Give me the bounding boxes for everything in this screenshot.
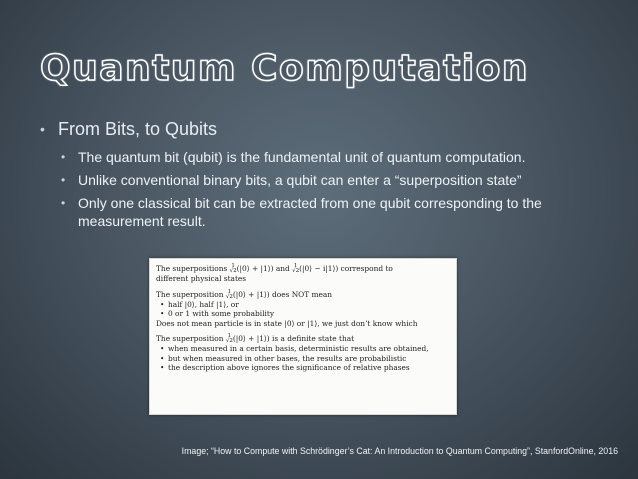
frac-num: 1 xyxy=(293,263,298,269)
bullet-dot-icon: • xyxy=(61,173,66,187)
figure-list-item: • but when measured in other bases, the results are probabilistic xyxy=(156,354,450,364)
figure-paragraph xyxy=(156,290,450,300)
frac-num: 1 xyxy=(227,333,232,339)
figure-text: Does not mean particle is in state |0⟩ or |1⟩, we just don’t know which xyxy=(156,318,418,328)
frac-num: 1 xyxy=(231,263,235,269)
slide-title: Quantum Computation xyxy=(40,48,530,89)
sub-bullet-text: Only one classical bit can be extracted from one qubit corresponding to the measurement result. xyxy=(78,195,542,229)
fraction xyxy=(230,264,237,274)
main-bullet xyxy=(40,118,600,140)
sub-bullet-text: Unlike conventional binary bits, a qubit can enter a “superposition state” xyxy=(78,172,522,188)
figure-text: (|0⟩ + |1⟩) and xyxy=(236,264,290,273)
image-caption: Image; “How to Compute with Schrödinger’s Cat: An Introduction to Quantum Computing”, StanfordOnline, 2016 xyxy=(181,446,618,456)
bullet-dot-icon: • xyxy=(40,121,45,137)
figure-paragraph xyxy=(156,264,450,284)
main-bullet-text: From Bits, to Qubits xyxy=(58,119,218,139)
frac-num: 1 xyxy=(227,288,232,295)
figure-list-item: • 0 or 1 with some probability xyxy=(156,309,450,319)
sub-bullet-text: The quantum bit (qubit) is the fundamental unit of quantum computation. xyxy=(78,149,526,165)
figure-paragraph xyxy=(156,334,450,344)
bullet-dot-icon: • xyxy=(61,196,66,210)
fraction xyxy=(226,334,233,344)
frac-den: √2 xyxy=(229,268,237,274)
figure-text: (|0⟩ + |1⟩) is a definite state that xyxy=(232,334,355,343)
frac-den: √2 xyxy=(292,268,300,274)
frac-den: √2 xyxy=(225,293,233,300)
figure-text: The superposition xyxy=(156,289,224,299)
figure-list-item: • half |0⟩, half |1⟩, or xyxy=(156,300,450,310)
frac-den: √2 xyxy=(225,338,233,344)
figure-text: (|0⟩ − i|1⟩) correspond to xyxy=(299,264,393,273)
figure-text: different physical states xyxy=(156,274,247,283)
sub-bullet-list xyxy=(40,148,600,230)
figure-text: (|0⟩ + |1⟩) does NOT mean xyxy=(232,289,333,299)
sub-bullet xyxy=(40,148,600,166)
figure-list-item: • when measured in a certain basis, deterministic results are obtained, xyxy=(156,344,450,354)
fraction xyxy=(226,290,233,300)
figure-text: The superpositions xyxy=(156,264,228,273)
sub-bullet xyxy=(40,194,600,230)
bullet-list xyxy=(40,118,600,235)
bullet-dot-icon: • xyxy=(61,150,66,164)
figure-text: The superposition xyxy=(156,334,224,343)
sub-bullet xyxy=(40,171,600,189)
figure-list-item: • the description above ignores the significance of relative phases xyxy=(156,363,450,373)
superposition-figure xyxy=(149,258,457,415)
